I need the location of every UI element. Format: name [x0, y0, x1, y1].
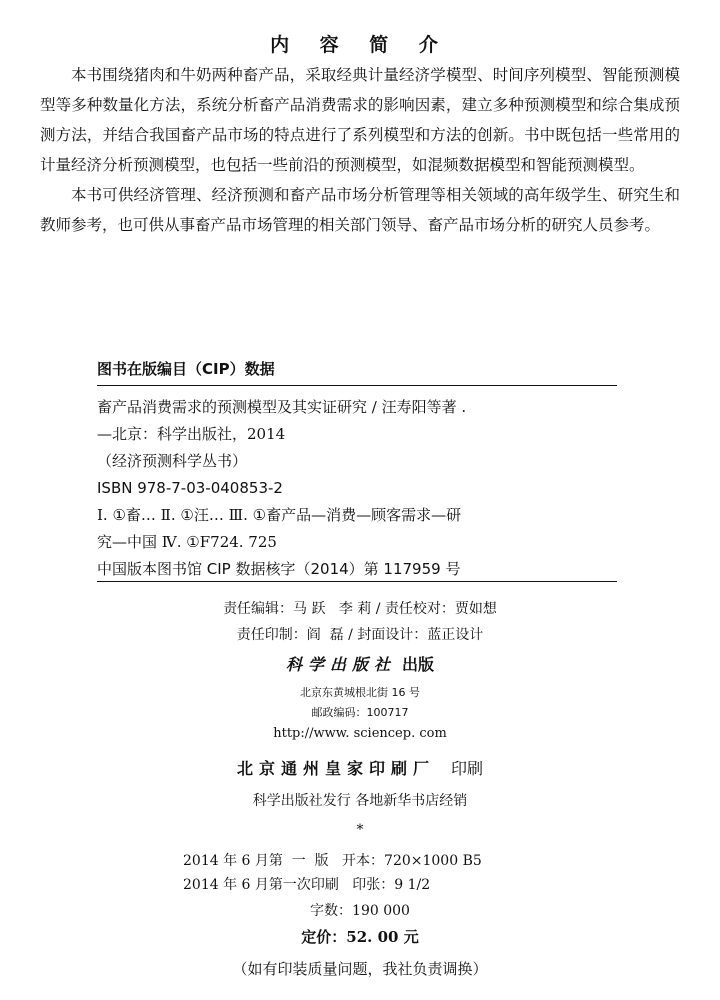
- printer-name: 北京通州皇家印刷厂: [236, 759, 435, 778]
- cip-footer: 中国版本图书馆 CIP 数据核字（2014）第 117959 号: [97, 560, 461, 578]
- price: 定价：52. 00 元: [301, 928, 419, 946]
- publisher-suffix: 出版: [402, 655, 435, 674]
- quality-notice: （如有印装质量问题，我社负责调换）: [232, 960, 488, 978]
- cip-line: —北京：科学出版社，2014: [97, 425, 286, 443]
- cip-line: （经济预测科学丛书）: [97, 452, 248, 470]
- cip-header: 图书在版编目（CIP）数据: [97, 360, 275, 378]
- summary-paragraph: 本书围绕猪肉和牛奶两种畜产品，采取经典计量经济学模型、时间序列模型、智能预测模型等多种数量化方法，系统分析畜产品消费需求的影响因素，建立多种预测模型和综合集成预测方法，并结合我国畜产品市场的特点进行了系列模型和方法的创新。书中既包括一些常用的计量经济分析预测模型，也包括一些前沿的预测模型，如混频数据模型和智能预测模型。: [40, 66, 680, 174]
- cip-line: 究—中国 Ⅳ. ①F724. 725: [97, 533, 277, 551]
- summary-text: [40, 60, 680, 240]
- cip-top-rule: [97, 385, 617, 386]
- cip-isbn: ISBN 978-7-03-040853-2: [97, 479, 283, 497]
- publisher-url: http://www. sciencep. com: [273, 726, 447, 741]
- word-count: 字数：190 000: [310, 903, 410, 919]
- publisher-line: [0, 652, 720, 675]
- summary-title: 内 容 简 介: [270, 34, 450, 56]
- cip-body: [97, 394, 617, 583]
- publisher-address: 北京东黄城根北街 16 号: [300, 686, 420, 699]
- summary-paragraph: 本书可供经济管理、经济预测和畜产品市场分析管理等相关领域的高年级学生、研究生和教师参考，也可供从事畜产品市场管理的相关部门领导、畜产品市场分析的研究人员参考。: [40, 186, 680, 234]
- credits: [0, 596, 720, 648]
- print-credit: 责任印制：阎 磊 / 封面设计：蓝正设计: [236, 627, 484, 643]
- distribution: 科学出版社发行 各地新华书店经销: [252, 793, 468, 809]
- editor-credit: 责任编辑：马 跃 李 莉 / 责任校对：贾如想: [223, 601, 497, 617]
- separator-star: *: [356, 822, 364, 838]
- cip-bottom-rule: [97, 581, 617, 582]
- publisher-name: 科学出版社: [285, 655, 396, 674]
- printing-line: 2014 年 6 月第一次印刷 印张：9 1/2: [183, 877, 431, 893]
- printer-line: [0, 756, 720, 779]
- printer-suffix: 印刷: [451, 759, 484, 778]
- cip-line: 畜产品消费需求的预测模型及其实证研究 / 汪寿阳等著 .: [97, 398, 467, 416]
- cip-line: Ⅰ. ①畜… Ⅱ. ①汪… Ⅲ. ①畜产品—消费—顾客需求—研: [97, 506, 462, 524]
- publisher-postcode: 邮政编码：100717: [311, 706, 409, 719]
- edition-line: 2014 年 6 月第 一 版 开本：720×1000 B5: [183, 853, 482, 869]
